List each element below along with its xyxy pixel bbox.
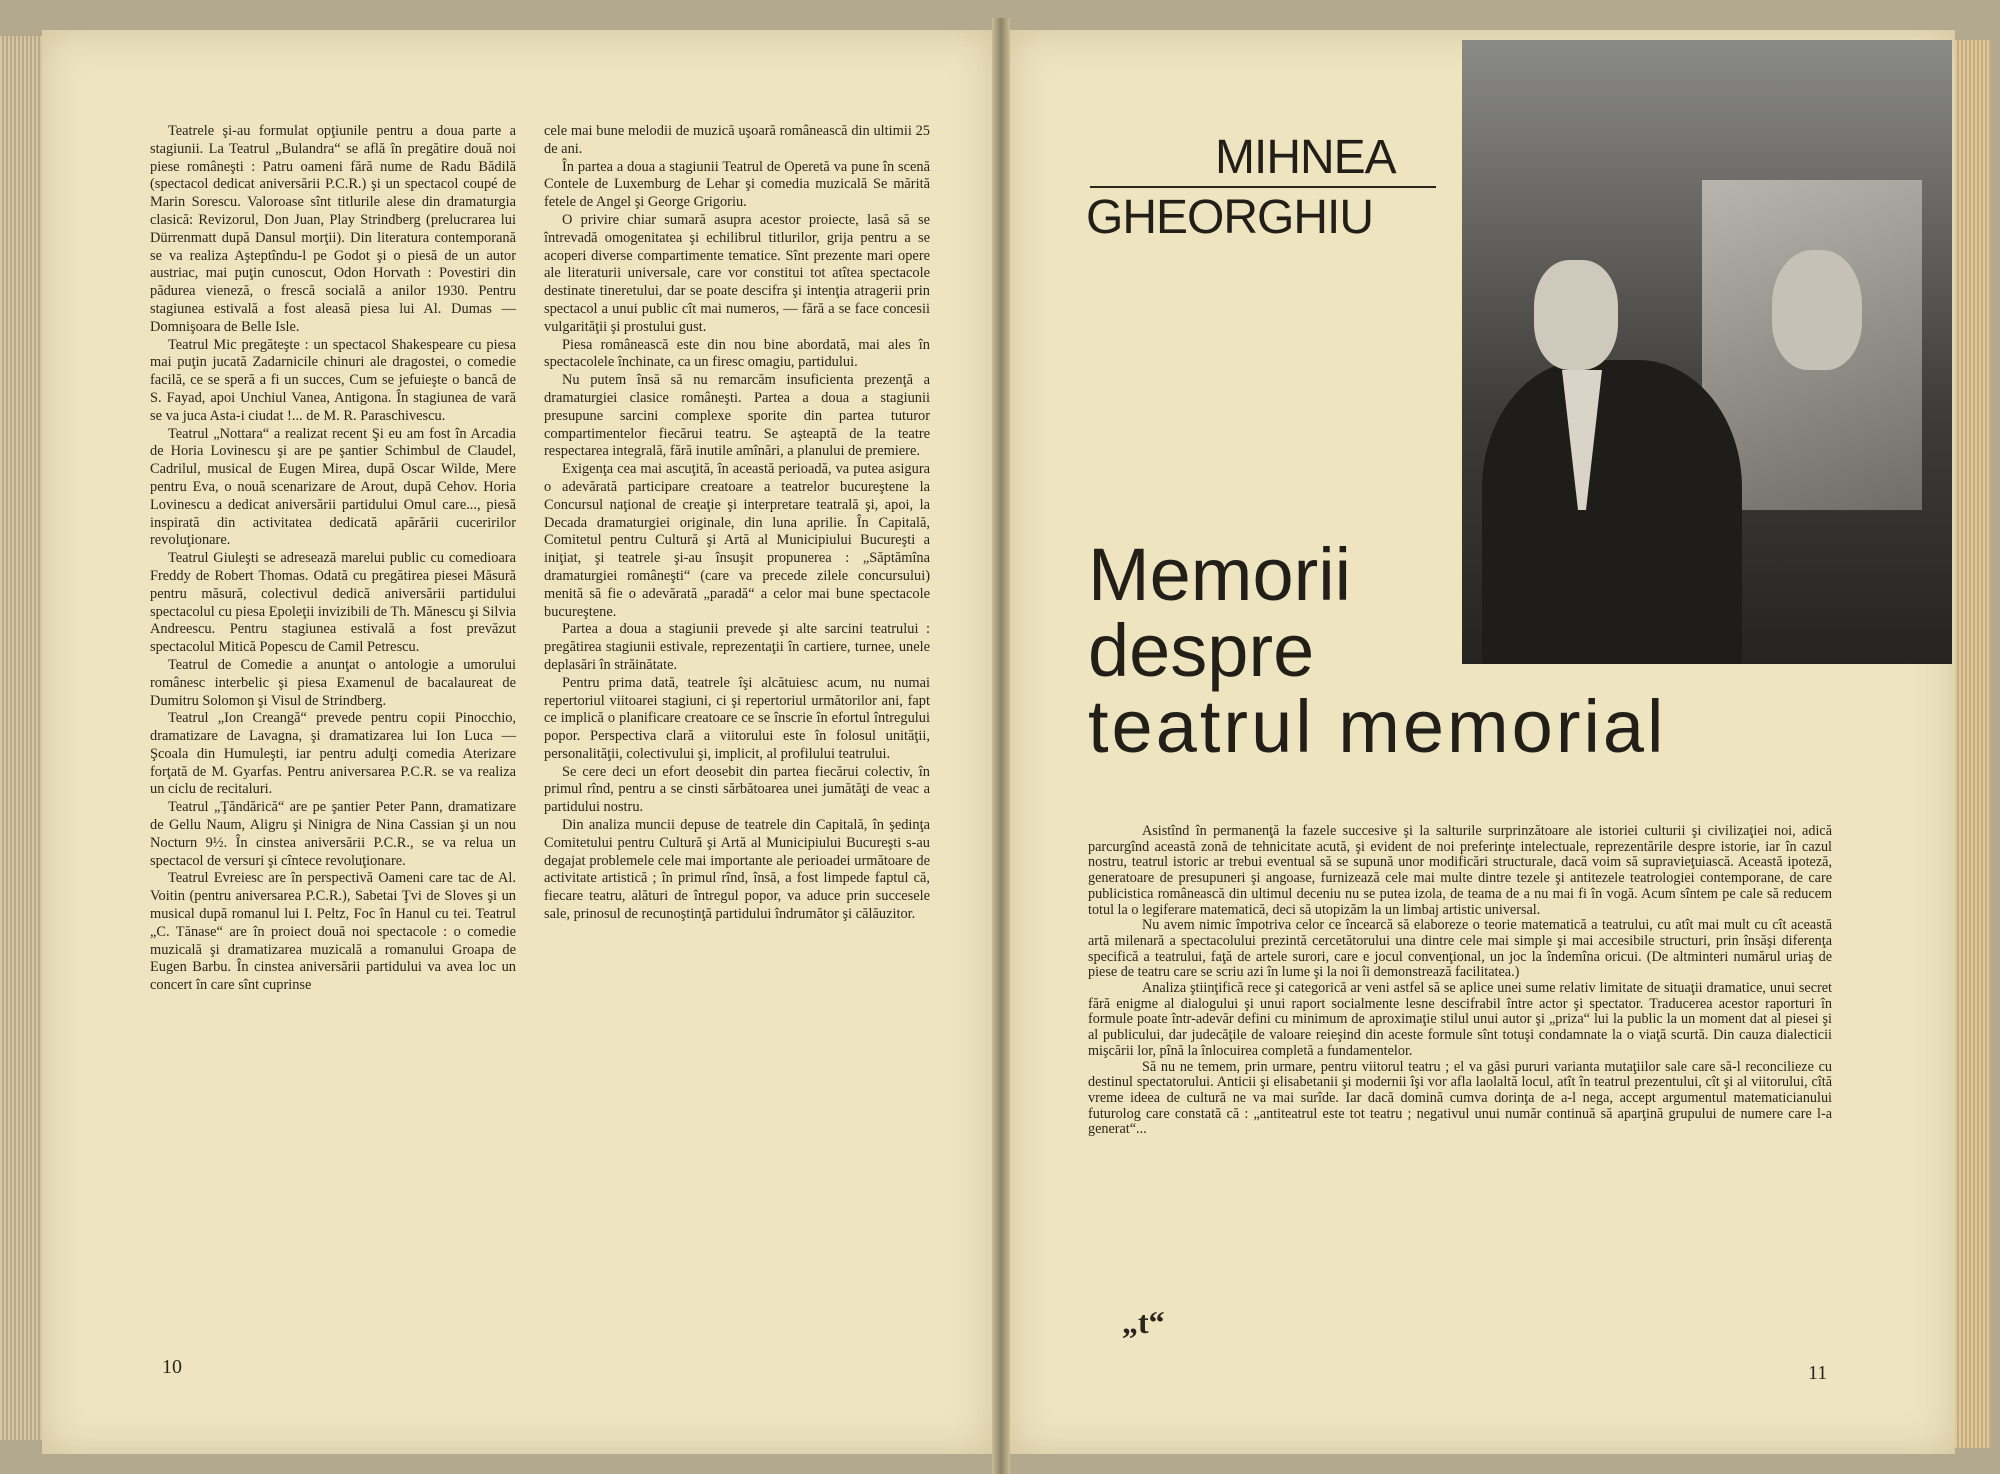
page-number-left: 10 [162, 1356, 182, 1378]
paragraph: Teatrul Evreiesc are în perspectivă Oameni care tac de Al. Voitin (pentru aniversarea P.C.R.), Sabetai Ţvi de Sloves şi un musical după romanul lui I. Peltz, Foc în Hanul cu tei. Teatrul „C. Tănase“ are în proiect două noi spectacole : o comedie muzicală şi dramatizarea muzicală a romanului Groapa de Eugen Barbu. În cinstea aniversării partidului va avea loc un concert în care sînt cuprinse [150, 870, 516, 994]
page-number-right: 11 [1808, 1362, 1828, 1384]
article-signature: „t“ [1122, 1304, 1165, 1340]
portrait-photo [1462, 40, 1952, 664]
page-edges-right [1955, 40, 1991, 1448]
book-spine [992, 18, 1010, 1474]
paragraph: Teatrul „Ion Creangă“ prevede pentru copii Pinocchio, dramatizare de Lavagna, şi dramatizarea lui Ion Luca — Şcoala din Humuleşti, iar pentru adulţi comedia Aterizare forţată de M. Gyarfas. Pentru aniversarea P.C.R. se va realiza un ciclu de recitaluri. [150, 710, 516, 798]
man-head [1534, 260, 1618, 370]
left-column-1 [150, 123, 516, 995]
paragraph: Să nu ne temem, prin urmare, pentru viitorul teatru ; el va găsi pururi varianta mutaţiilor sale care să-l reconcilieze cu destinul spectatorului. Anticii şi elisabetanii şi modernii îşi vor afla laolaltă locul, atît în teatrul prezentului, cît şi al viitorului, cîtă vreme ideea de cultură ne va mai surîde. Iar dacă domină cumva dorinţa de a-l nega, accept argumentul matematicianului futurolog care constată că : „antiteatrul este tot teatru ; negativul unui număr continuă să aparţină grupului de numere care l-a generat“... [1088, 1058, 1832, 1138]
paragraph: Partea a doua a stagiunii prevede şi alte sarcini teatrului : pregătirea stagiunii estivale, reprezentaţii în cartiere, turnee, unele deplasări în străinătate. [544, 621, 930, 673]
paragraph: Analiza ştiinţifică rece şi categorică ar veni astfel să se aplice unei sume relativ limitate de situaţii dramatice, unui secret fără enigme al dialogului şi unui raport socialmente lesne descifrabil între actor şi spectator. Traducerea acestor raporturi în formule poate într-adevăr defini cu minimum de aproximaţie stilul unui autor şi „priza“ lui la public la un moment dat al piesei şi al publicului, dar judecăţile de valoare reieşind din aceste formule sînt totuşi condamnate la o viaţă scurtă. Din cauza dialecticii mişcării lor, pînă la înlocuirea completă a fundamentelor. [1088, 980, 1832, 1059]
paragraph: Teatrul „Nottara“ a realizat recent Şi eu am fost în Arcadia de Horia Lovinescu şi are pe şantier Schimbul de Claudel, Cadrilul, musical de Eugen Mirea, după Oscar Wilde, Mere pentru Eva, o nouă scenarizare de Arout, după Cehov. Horia Lovinescu a dedicat aniversării partidului Omul care..., piesă inspirată din activitatea dedicată apărării cuceririlor revoluţionare. [150, 425, 516, 549]
author-first-name: MIHNEA [1215, 131, 1396, 184]
paragraph: Se cere deci un efort deosebit din partea fiecărui colectiv, în primul rînd, pentru a se cinsti sărbătoarea unei jumătăţi de veac a partidului nostru. [544, 763, 930, 816]
paragraph: Exigenţa cea mai ascuţită, în această perioadă, va putea asigura o adevărată participare creatoare a teatrelor bucureştene la Concursul naţional de creaţie şi interpretare teatrală şi, apoi, la Decada dramaturgiei originale, din luna aprilie. În Capitală, Comitetul pentru Cultură şi Artă al Municipiului Bucureşti a iniţiat, şi teatrele şi-au însuşit propunerea : „Săptămîna dramaturgiei româneşti“ (care va precede zilele concursului) menită să fie o adevărată „paradă“ a celor mai bune spectacole bucureştene. [544, 461, 930, 620]
paragraph: Teatrul de Comedie a anunţat o antologie a umorului românesc interbelic şi piesa Examenul de bacalaureat de Dumitru Solomon şi Visul de Strindberg. [150, 656, 516, 709]
paragraph: Pentru prima dată, teatrele îşi alcătuiesc acum, nu numai repertoriul viitoarei stagiuni, ci şi repertoriul următorilor ani, fapt ce implică o planificare creatoare ce se înscrie în efortul întregului popor. Perspectiva clară a viitorului este în folosul unităţii, personalităţii, colectivului şi, implicit, al profilului teatrului. [544, 674, 930, 762]
article-title-line-1: Memorii [1088, 533, 1352, 616]
paragraph: Piesa românească este din nou bine abordată, mai ales în spectacolele închinate, ca un firesc omagiu, partidului. [544, 336, 930, 371]
paragraph: Nu putem însă să nu remarcăm insuficienta prezenţă a dramaturgiei clasice româneşti. Partea a doua a stagiunii presupune sarcini complexe sporite din partea tuturor compartimentelor fiecărui teatru. Se aşteaptă de la teatre respectarea integrală, fără inutile amînări, a planului de premiere. [544, 372, 930, 460]
man-suit [1482, 360, 1742, 664]
paragraph: Teatrele şi-au formulat opţiunile pentru a doua parte a stagiunii. La Teatrul „Bulandra“ se află în pregătire două noi piese româneşti : Patru oameni fără nume de Radu Bădilă (spectacol dedicat aniversării P.C.R.) şi un spectacol coupé de Marin Sorescu. Valoroase sînt titlurile alese din dramaturgia clasică: Revizorul, Don Juan, Play Strindberg (prelucrarea lui Dürrenmatt după Dansul morţii). Din literatura contemporană se va realiza Aşteptîndu-l pe Godot şi o piesă de un autor austriac, mai puţin cunoscut, Odon Horvath : Povestiri din pădurea vieneză, o frescă socială a anilor 1930. Pentru stagiunea estivală a fost aleasă piesa lui Al. Dumas — Domnişoara de Belle Isle. [150, 123, 516, 335]
paragraph: Teatrul „Ţăndărică“ are pe şantier Peter Pann, dramatizare de Gellu Naum, Aligru şi Ninigra de Nina Cassian şi un nou Nocturn 9½. În cinstea aniversării P.C.R., se va relua un spectacol de versuri şi cîntece revoluţionare. [150, 799, 516, 869]
paragraph: Teatrul Giuleşti se adresează marelui public cu comedioara Freddy de Robert Thomas. Odată cu pregătirea piesei Măsură pentru măsură, colectivul dedică aniversării partidului spectacolul cu piesa Epoleţii invizibili de Th. Mănescu şi Silvia Andreescu. Pentru stagiunea estivală a fost prevăzut spectacolul Mitică Popescu de Camil Petrescu. [150, 550, 516, 656]
author-divider [1090, 186, 1436, 188]
paragraph: În partea a doua a stagiunii Teatrul de Operetă va pune în scenă Contele de Luxemburg de Lehar şi comedia muzicală Se mărită fetele de Angel şi George Grigoriu. [544, 158, 930, 211]
article-title-line-3: teatrul memorial [1088, 685, 1667, 768]
paragraph: O privire chiar sumară asupra acestor proiecte, lasă să se întrevadă omogenitatea şi echilibrul titlurilor, grija pentru a se acoperi diverse compartimente tematice. Sînt prezente mari opere ale literaturii universale, care vor constitui tot atîtea spectacole destinate tineretului, dar se poate descifra şi intenţia atragerii prin spectacol a unui public cît mai numeros, — fără a se face concesii vulgarităţii şi prostului gust. [544, 211, 930, 335]
poster-face [1772, 250, 1862, 370]
paragraph: Din analiza muncii depuse de teatrele din Capitală, în şedinţa Comitetului pentru Cultură şi Artă al Municipiului Bucureşti s-au degajat problemele cele mai importante ale perioadei următoare de activitate artistică ; în primul rînd, însă, a fost limpede faptul că, fiecare teatru, alături de întregul popor, va aduce prin succesele sale, prinosul de recunoştinţă partidului îndrumător şi călăuzitor. [544, 817, 930, 923]
article-body [1088, 824, 1832, 1138]
left-column-2 [544, 123, 930, 924]
page-edges-left [0, 36, 42, 1440]
article-title-line-2: despre [1088, 609, 1315, 692]
paragraph: Teatrul Mic pregăteşte : un spectacol Shakespeare cu piesa mai puţin jucată Zadarnicile chinuri ale dragostei, o comedie facilă, ce se speră a fi un succes, Cum se jefuieşte o bancă de S. Fayad, apoi Unchiul Vanea, Antigona. În stagiunea de vară se va juca Asta-i ciudat !... de M. R. Paraschivescu. [150, 336, 516, 424]
paragraph: Nu avem nimic împotriva celor ce încearcă să elaboreze o teorie matematică a teatrului, cu atît mai mult cu cît această artă milenară a spectacolului prezintă cercetătorului una dintre cele mai simple şi mai accesibile structuri, prin însăşi diferenţa specifică a teatrului, faţă de artele surori, care e jocul convenţional, un joc la îndemîna oricui. (De altminteri numărul uriaş de piese de teatru care se scriu azi în lume şi la noi îi demonstrează facilitatea.) [1088, 917, 1832, 981]
author-last-name: GHEORGHIU [1086, 191, 1374, 244]
paragraph: cele mai bune melodii de muzică uşoară românească din ultimii 25 de ani. [544, 123, 930, 157]
paragraph: Asistînd în permanenţă la fazele succesive şi la salturile surprinzătoare ale istoriei culturii şi civilizaţiei noi, adică parcurgînd această zonă de tehnicitate acută, şi evident de noi preferinţe intelectuale, reprezentările despre istorie, iar în cazul nostru, teatrul istoric ar trebui eventual să se supună unor modificări structurale, dacă voim să supravieţuiască. Această ipoteză, generatoare de presupuneri şi angoase, furnizează cele mai multe dintre tezele şi antitezele teatrologiei contemporane, de care publicistica românească din ultimul deceniu nu se putea izola, de teama de a nu mai fi în vogă. Acum sîntem pe cale să reducem totul la o legiferare matematică, deci să utopizăm la un limbaj artistic universal. [1088, 823, 1832, 918]
